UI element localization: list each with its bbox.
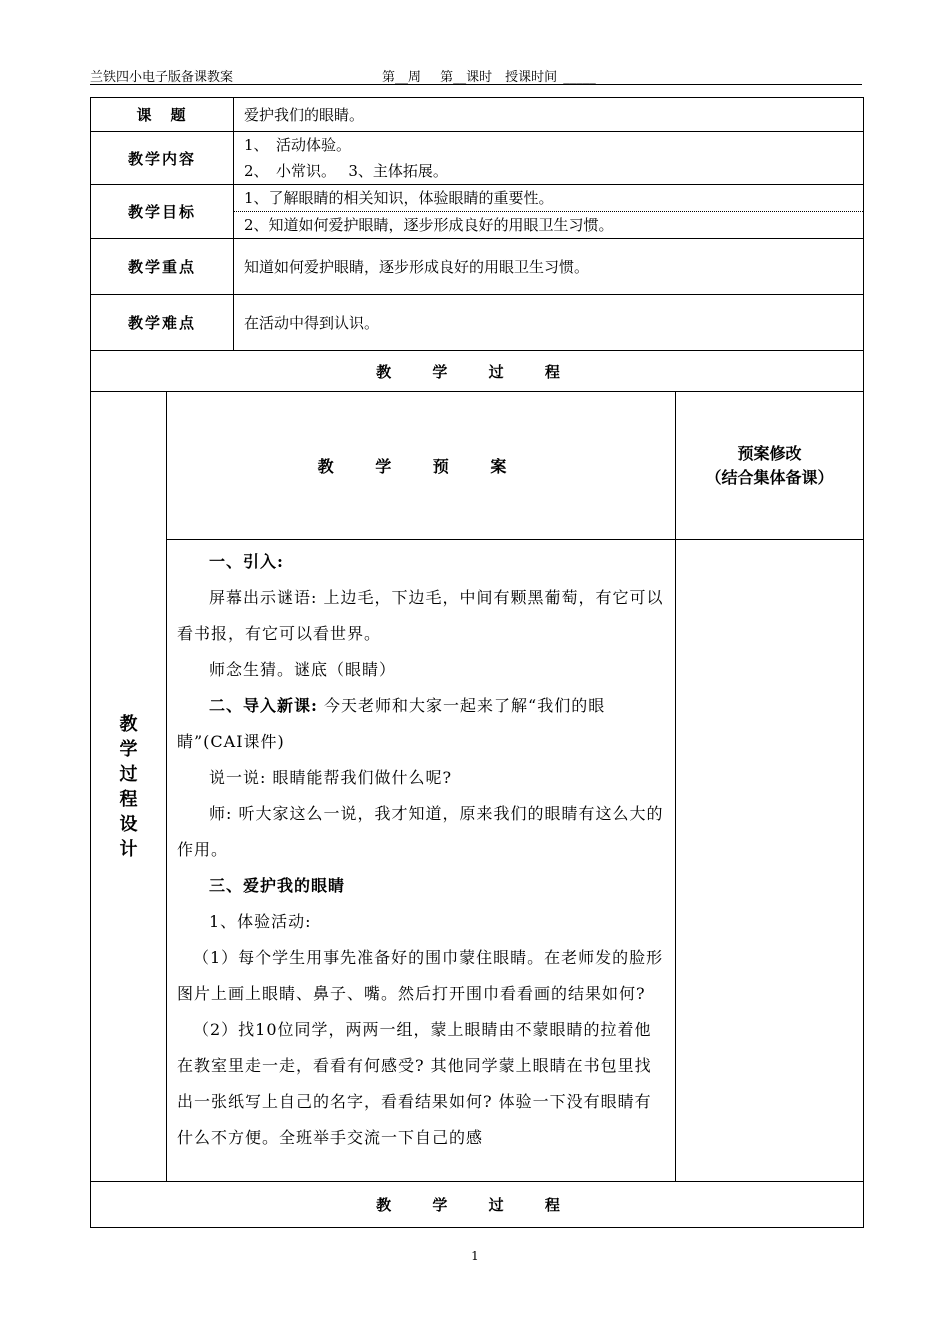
side-char: 过 (119, 763, 138, 785)
side-char: 学 (119, 738, 138, 760)
page-header (90, 66, 862, 85)
content-line-1: 1、 活动体验。 (244, 136, 352, 154)
lesson-plan-table (90, 97, 864, 1228)
section-3-paragraph-2: （1）每个学生用事先准备好的围巾蒙住眼睛。在老师发的脸形图片上画上眼睛、鼻子、嘴。然后打开围巾看看画的结果如何? (177, 948, 664, 1003)
section-3-paragraph-1: 1、体验活动: (209, 912, 312, 931)
goal-line-1: 1、了解眼睛的相关知识，体验眼睛的重要性。 (234, 185, 863, 212)
section-3-title: 三、爱护我的眼睛 (209, 876, 346, 895)
goal-label: 教学目标 (91, 185, 234, 239)
difficult-point-value: 在活动中得到认识。 (234, 295, 864, 351)
school-name: 兰铁四小电子版备课教案 (90, 70, 234, 85)
plan-header: 教 学 预 案 (167, 392, 676, 540)
key-point-label: 教学重点 (91, 239, 234, 295)
process-title-bottom: 教 学 过 程 (91, 1182, 864, 1228)
design-side-label (91, 392, 167, 1182)
page-number: 1 (471, 1249, 479, 1263)
content-value (234, 132, 864, 185)
side-char: 程 (119, 788, 138, 810)
section-2-text: 今天老师和大家一起来了解“我们的眼睛”(CAI课件) (177, 696, 606, 751)
section-1-paragraph-2: 师念生猜。谜底（眼睛） (209, 660, 397, 679)
content-label: 教学内容 (91, 132, 234, 185)
revise-column (676, 540, 864, 1182)
content-line-2: 2、 小常识。 3、主体拓展。 (244, 162, 448, 180)
section-2-title: 二、导入新课: (209, 696, 318, 715)
goal-line-2: 2、知道如何爱护眼睛，逐步形成良好的用眼卫生习惯。 (244, 216, 614, 234)
section-2-paragraph-2: 说一说: 眼睛能帮我们做什么呢? (209, 768, 453, 787)
section-2-paragraph-3: 师: 听大家这么一说，我才知道，原来我们的眼睛有这么大的作用。 (177, 804, 664, 859)
topic-label: 课 题 (91, 98, 234, 132)
revise-header-line-2: （结合集体备课） (705, 467, 834, 487)
side-char: 教 (119, 713, 138, 735)
difficult-point-label: 教学难点 (91, 295, 234, 351)
section-2-paragraph-1 (177, 688, 667, 760)
side-char: 设 (119, 813, 138, 835)
plan-content (167, 540, 676, 1182)
key-point-value: 知道如何爱护眼睛，逐步形成良好的用眼卫生习惯。 (234, 239, 864, 295)
section-1-paragraph-1: 屏幕出示谜语: 上边毛，下边毛，中间有颗黑葡萄，有它可以看书报，有它可以看世界。 (177, 588, 664, 643)
revise-header-line-1: 预案修改 (737, 443, 802, 463)
period-info: 第__周 第__课时 授课时间 _____ (382, 70, 596, 85)
goal-value (234, 185, 864, 239)
process-title: 教 学 过 程 (91, 351, 864, 392)
revise-header (676, 392, 864, 540)
section-3-paragraph-3: （2）找10位同学，两两一组，蒙上眼睛由不蒙眼睛的拉着他在教室里走一走，看看有何感受? 其他同学蒙上眼睛在书包里找出一张纸写上自己的名字，看看结果如何? 体验一下没有眼睛有什么不方便。全班举手交流一下自己的感 (177, 1020, 652, 1147)
side-char: 计 (119, 838, 138, 860)
topic-value: 爱护我们的眼睛。 (234, 98, 864, 132)
section-1-title: 一、引入: (209, 552, 284, 571)
